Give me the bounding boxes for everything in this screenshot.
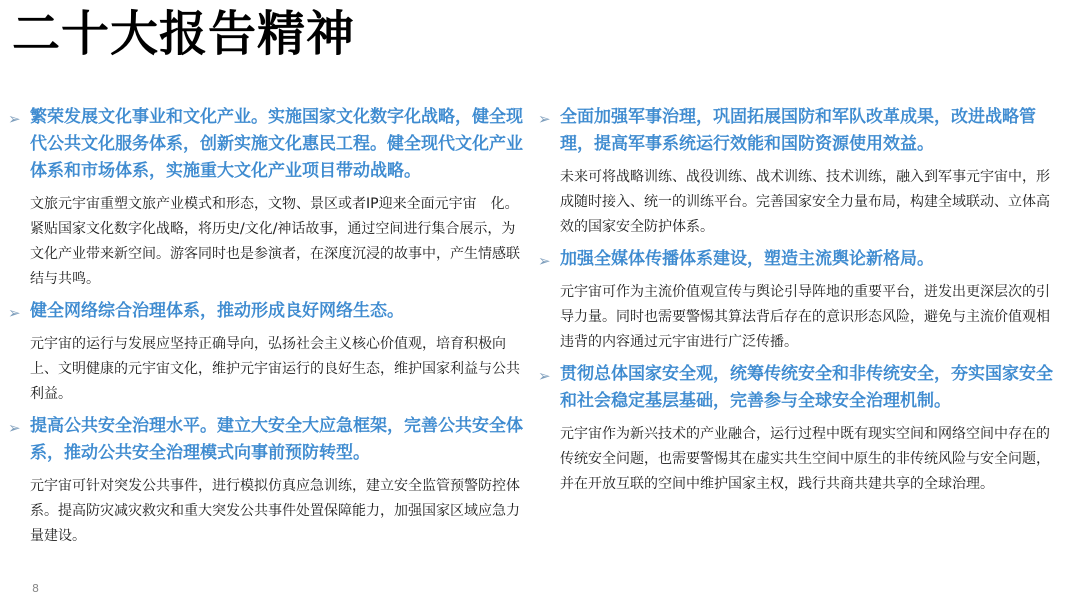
bullet-arrow-icon: ➢ (8, 304, 21, 322)
section-heading: 健全网络综合治理体系，推动形成良好网络生态。 (30, 301, 404, 321)
bullet-arrow-icon: ➢ (8, 110, 21, 128)
section-body: 未来可将战略训练、战役训练、战术训练、技术训练，融入到军事元宇宙中，形成随时接入、统一的训练平台。完善国家安全力量布局，构建全域联动、立体高效的国家安全防护体系。 (560, 169, 1050, 235)
section-heading: 繁荣发展文化事业和文化产业。实施国家文化数字化战略，健全现代公共文化服务体系，创新实施文化惠民工程。健全现代文化产业体系和市场体系，实施重大文化产业项目带动战略。 (30, 107, 523, 181)
section-heading: 加强全媒体传播体系建设，塑造主流舆论新格局。 (560, 249, 934, 269)
list-item (8, 298, 528, 407)
bullet-arrow-icon: ➢ (538, 367, 551, 385)
section-body: 元宇宙的运行与发展应坚持正确导向，弘扬社会主义核心价值观，培育积极向上、文明健康的元宇宙文化，维护元宇宙运行的良好生态，维护国家利益与公共利益。 (30, 336, 520, 402)
section-heading: 提高公共安全治理水平。建立大安全大应急框架，完善公共安全体系，推动公共安全治理模式向事前预防转型。 (30, 416, 523, 463)
left-column (8, 104, 528, 555)
section-body: 文旅元宇宙重塑文旅产业模式和形态，文物、景区或者IP迎来全面元宇宙 化。紧贴国家文化数字化战略，将历史/文化/神话故事，通过空间进行集合展示，为文化产业带来新空间。游客同时也是参演者，在深度沉浸的故事中，产生情感联结与共鸣。 (30, 196, 520, 287)
section-body: 元宇宙可作为主流价值观宣传与舆论引导阵地的重要平台，迸发出更深层次的引导力量。同时也需要警惕其算法背后存在的意识形态风险，避免与主流价值观相违背的内容通过元宇宙进行广泛传播。 (560, 284, 1050, 350)
list-item (8, 413, 528, 549)
list-item (538, 361, 1060, 497)
page-title: 二十大报告精神 (12, 6, 356, 62)
bullet-arrow-icon: ➢ (538, 252, 551, 270)
section-heading: 全面加强军事治理，巩固拓展国防和军队改革成果，改进战略管理，提高军事系统运行效能和国防资源使用效益。 (560, 107, 1036, 154)
bullet-arrow-icon: ➢ (538, 110, 551, 128)
list-item (8, 104, 528, 292)
list-item (538, 246, 1060, 355)
list-item (538, 104, 1060, 240)
section-body: 元宇宙可针对突发公共事件，进行模拟仿真应急训练，建立安全监管预警防控体系。提高防灾减灾救灾和重大突发公共事件处置保障能力，加强国家区域应急力量建设。 (30, 478, 520, 544)
section-body: 元宇宙作为新兴技术的产业融合，运行过程中既有现实空间和网络空间中存在的传统安全问题，也需要警惕其在虚实共生空间中原生的非传统风险与安全问题，并在开放互联的空间中维护国家主权，践行共商共建共享的全球治理。 (560, 426, 1050, 492)
right-column (538, 104, 1060, 503)
page-number: 8 (32, 582, 39, 595)
section-heading: 贯彻总体国家安全观，统筹传统安全和非传统安全，夯实国家安全和社会稳定基层基础，完善参与全球安全治理机制。 (560, 364, 1053, 411)
bullet-arrow-icon: ➢ (8, 419, 21, 437)
